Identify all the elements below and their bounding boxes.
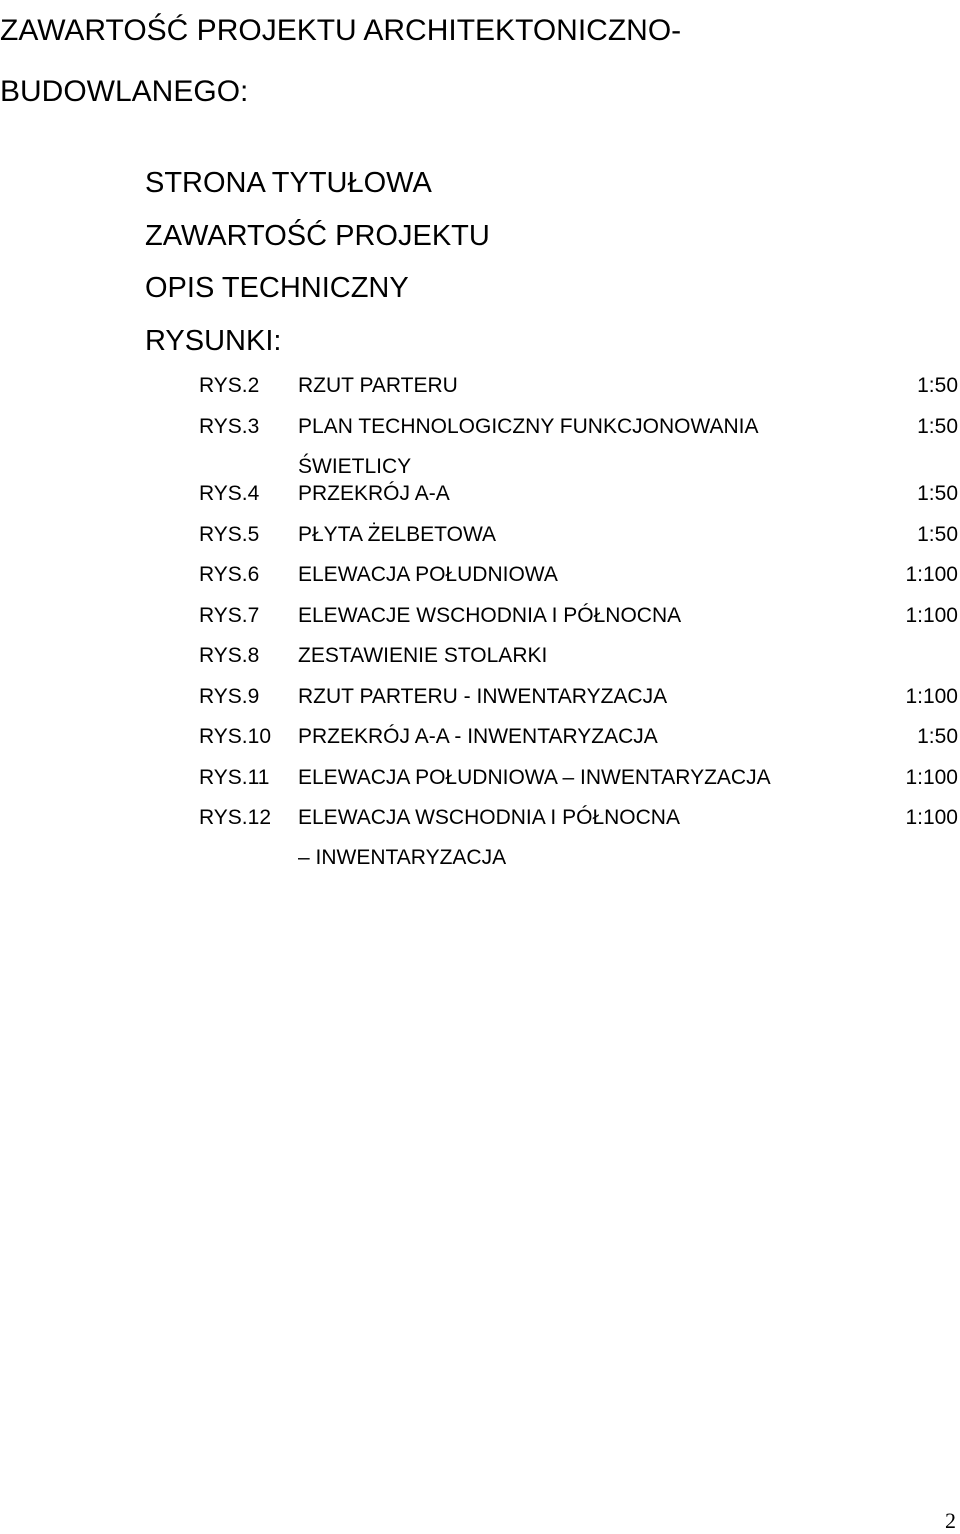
drawing-number: RYS.9 (199, 685, 260, 708)
drawing-number: RYS.3 (199, 415, 260, 438)
section-drawings-heading: RYSUNKI: (145, 324, 282, 357)
drawing-scale: 1:50 (917, 523, 958, 546)
drawing-row-continuation (0, 453, 960, 481)
drawing-number: RYS.7 (199, 604, 260, 627)
section-title-page: STRONA TYTUŁOWA (145, 167, 432, 199)
drawing-row-continuation (0, 844, 960, 872)
drawing-row (0, 561, 960, 589)
drawing-row (0, 480, 960, 508)
page-number: 2 (945, 1508, 956, 1533)
drawing-number: RYS.8 (199, 644, 260, 667)
drawing-scale: 1:100 (905, 766, 958, 789)
drawing-row (0, 602, 960, 630)
drawing-title: PLAN TECHNOLOGICZNY FUNKCJONOWANIA (298, 415, 759, 438)
drawing-row (0, 413, 960, 441)
drawing-scale: 1:100 (905, 685, 958, 708)
drawing-row (0, 764, 960, 792)
page-title-line-1: ZAWARTOŚĆ PROJEKTU ARCHITEKTONICZNO- (0, 14, 682, 47)
drawing-number: RYS.10 (199, 725, 271, 748)
drawing-scale: 1:100 (905, 563, 958, 586)
drawing-title: PŁYTA ŻELBETOWA (298, 523, 497, 546)
drawing-number: RYS.5 (199, 523, 260, 546)
drawing-title: RZUT PARTERU (298, 374, 458, 397)
section-contents: ZAWARTOŚĆ PROJEKTU (145, 219, 490, 252)
drawing-scale: 1:100 (905, 806, 958, 829)
drawing-row (0, 642, 960, 670)
drawing-row (0, 521, 960, 549)
drawing-scale: 1:50 (917, 482, 958, 505)
drawing-title: ELEWACJA WSCHODNIA I PÓŁNOCNA (298, 806, 680, 829)
section-technical-description: OPIS TECHNICZNY (145, 272, 409, 304)
drawing-number: RYS.6 (199, 563, 260, 586)
drawing-title: RZUT PARTERU - INWENTARYZACJA (298, 685, 668, 708)
drawing-scale: 1:50 (917, 725, 958, 748)
drawing-row (0, 372, 960, 400)
drawing-row (0, 804, 960, 832)
drawing-number: RYS.4 (199, 482, 260, 505)
drawing-title: ZESTAWIENIE STOLARKI (298, 644, 548, 667)
drawing-number: RYS.12 (199, 806, 271, 829)
drawing-row (0, 683, 960, 711)
drawing-title: ELEWACJE WSCHODNIA I PÓŁNOCNA (298, 604, 682, 627)
drawing-title: ELEWACJA POŁUDNIOWA (298, 563, 558, 586)
drawing-scale: 1:50 (917, 415, 958, 438)
drawing-scale: 1:100 (905, 604, 958, 627)
drawing-number: RYS.2 (199, 374, 260, 397)
drawing-title: ELEWACJA POŁUDNIOWA – INWENTARYZACJA (298, 766, 771, 789)
drawing-title: PRZEKRÓJ A-A (298, 482, 450, 505)
drawing-title: PRZEKRÓJ A-A - INWENTARYZACJA (298, 725, 658, 748)
drawing-row (0, 723, 960, 751)
drawing-scale: 1:50 (917, 374, 958, 397)
drawing-number: RYS.11 (199, 766, 270, 789)
page-title-line-2: BUDOWLANEGO: (0, 75, 249, 108)
drawing-title-continuation: ŚWIETLICY (298, 455, 412, 478)
drawing-title-continuation: – INWENTARYZACJA (298, 846, 507, 869)
